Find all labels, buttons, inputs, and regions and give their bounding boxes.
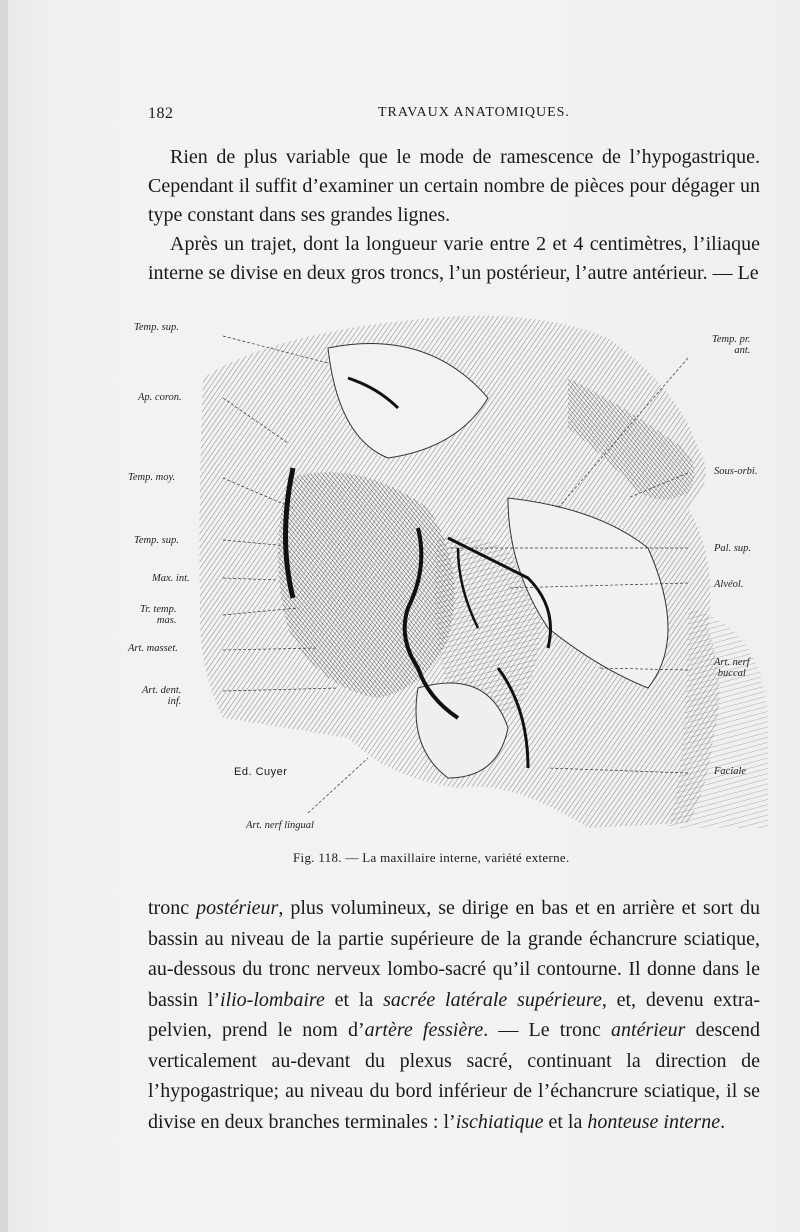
p3-italic-ischiatique: ischiatique <box>455 1110 544 1133</box>
label-ap-coron: Ap. coron. <box>138 392 182 403</box>
engraver-signature: Ed. Cuyer <box>234 766 288 778</box>
paragraph-1: Rien de plus variable que le mode de ramescence de l’hypogastrique. Cependant il suffit d’examiner un certain nombre de pièces pour dégager un type constant dans ses grandes lignes. <box>148 146 760 226</box>
p3-italic-posterieur: postérieur <box>196 897 279 919</box>
p3-text-8: . <box>720 1110 726 1133</box>
label-temp-sup-1: Temp. sup. <box>134 322 179 333</box>
p3-text-4: , et, devenu extra-pelvien, prend le nom d’ <box>148 988 761 1041</box>
label-temp-pr-ant: Temp. pr. ant. <box>712 334 751 356</box>
label-faciale: Faciale <box>714 766 747 777</box>
p3-italic-sacree: sacrée latérale supérieure <box>383 988 602 1011</box>
label-art-nerf-lingual: Art. nerf lingual <box>246 820 314 831</box>
label-pal-sup: Pal. sup. <box>714 543 752 554</box>
p3-italic-fessiere: artère fessière <box>364 1019 484 1041</box>
p3-text-7: et la <box>543 1110 588 1133</box>
p3-text-3: et la <box>324 988 384 1011</box>
label-art-masset: Art. masset. <box>128 643 178 654</box>
p3-italic-honteuse: honteuse interne <box>587 1110 721 1133</box>
anatomical-figure <box>128 308 768 838</box>
p3-text-2: , plus volumineux, se dirige en bas et en arrière et sort du bassin au niveau de la partie supérieure de la grande échancrure sciatique, au-dessous du tronc nerveux lombo-sacré qu’il contourne. Il donne dans le bassin l’ <box>148 897 761 1011</box>
page-number: 182 <box>148 105 174 122</box>
book-page <box>8 0 800 1232</box>
p3-text-5: . — Le tronc <box>483 1019 612 1041</box>
p3-italic-anterieur: antérieur <box>611 1019 686 1041</box>
running-header <box>148 101 758 125</box>
engraving-illustration <box>128 308 768 838</box>
label-art-nerf-buccal: Art. nerf buccal <box>714 657 750 679</box>
running-title: TRAVAUX ANATOMIQUES. <box>378 105 570 120</box>
label-art-dent-inf: Art. dent. inf. <box>142 685 182 707</box>
label-temp-sup-2: Temp. sup. <box>134 535 179 546</box>
p3-text-1: tronc <box>148 897 197 919</box>
figure-caption: Fig. 118. — La maxillaire interne, variété externe. <box>293 850 570 865</box>
label-temp-moy: Temp. moy. <box>128 472 176 483</box>
paragraph-3 <box>148 893 760 1137</box>
label-max-int: Max. int. <box>152 573 190 584</box>
label-sous-orbi: Sous-orbi. <box>714 466 758 477</box>
label-alveol: Alvéol. <box>714 579 744 590</box>
p3-text-6: descend verticalement au-devant du plexus sacré, continuant la direction de l’hypogastrique; au niveau du bord inférieur de l’échancrure sciatique, il se divise en deux branches terminales : l’ <box>148 1019 761 1133</box>
paragraph-2: Après un trajet, dont la longueur varie entre 2 et 4 centimètres, l’iliaque interne se divise en deux gros troncs, l’un postérieur, l’autre antérieur. — Le <box>148 233 760 284</box>
p3-italic-ilio-lombaire: ilio-lombaire <box>220 988 325 1011</box>
label-tr-temp-mas: Tr. temp. mas. <box>140 604 177 626</box>
